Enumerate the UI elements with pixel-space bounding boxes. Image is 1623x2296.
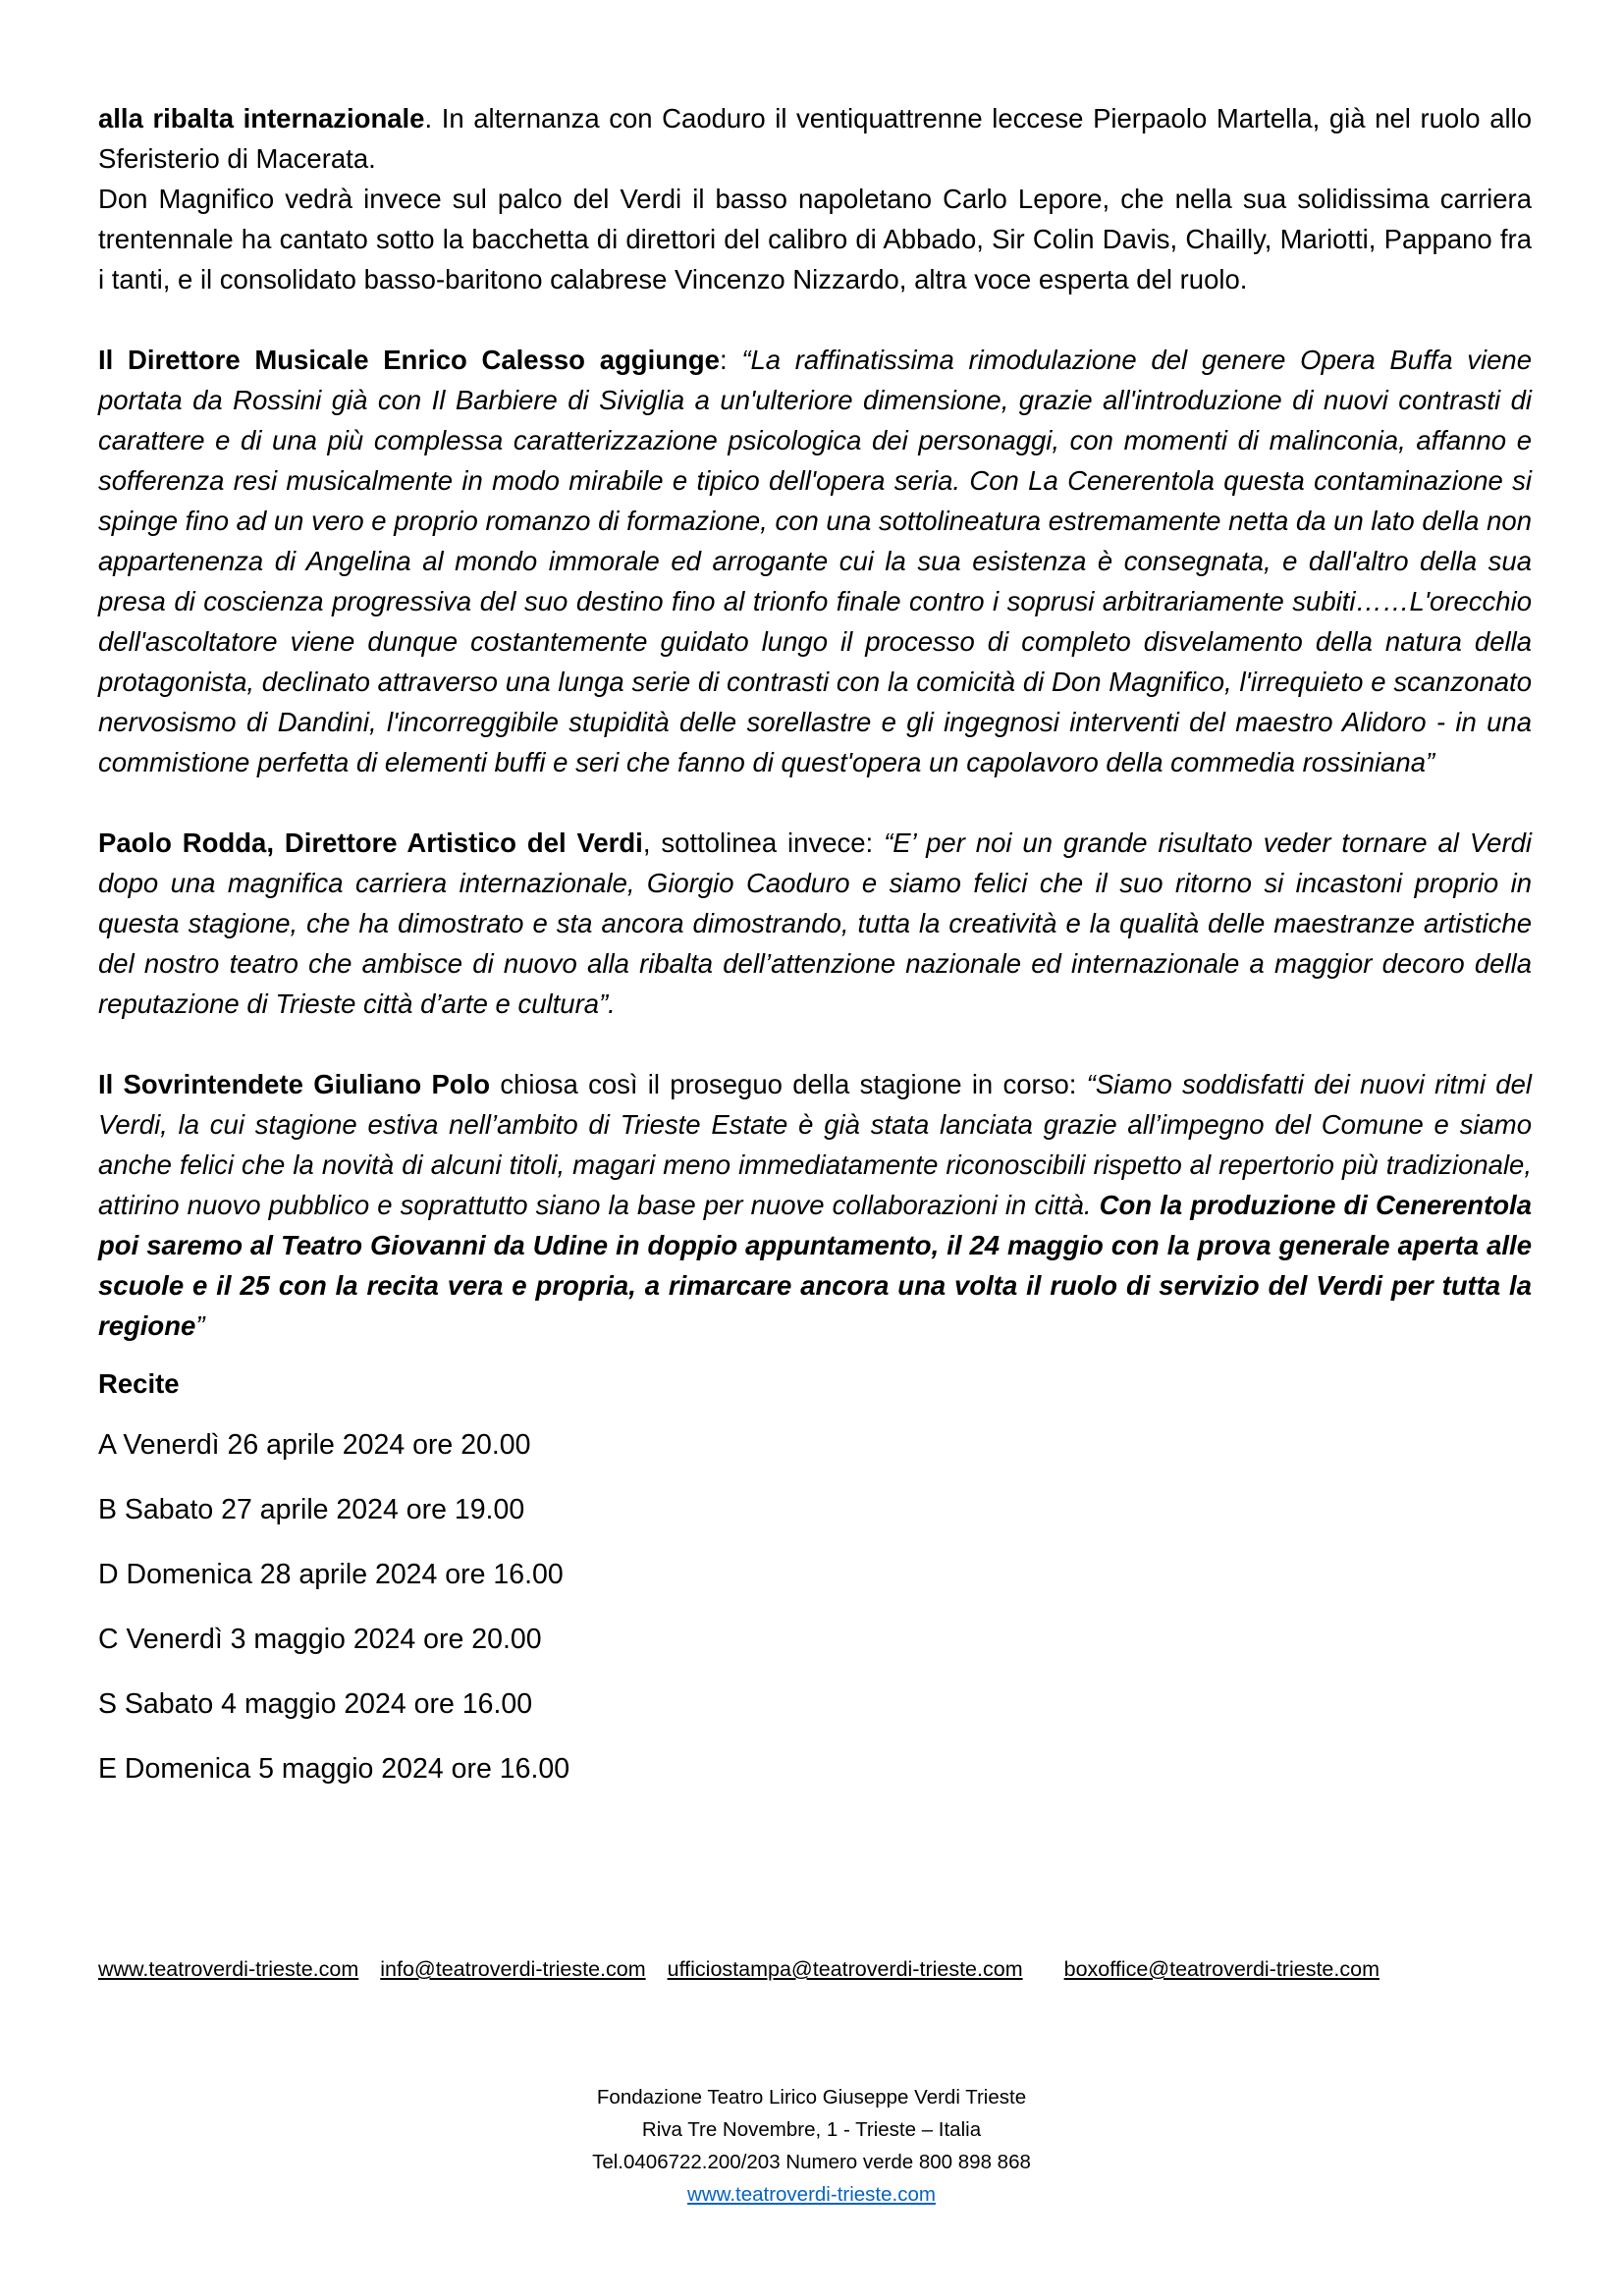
quote-rodda: “E’ per noi un grande risultato veder tornare al Verdi dopo una magnifica carriera internazionale, Giorgio Caoduro e siamo felici che il suo ritorno si incastoni proprio in questa stagione, che ha dimostrato e sta ancora dimostrando, tutta la creatività e la qualità delle maestranze artistiche del nostro teatro che ambisce di nuovo alla ribalta dell’attenzione nazionale ed internazionale a maggior decoro della reputazione di Trieste città d’arte e cultura”. — [98, 828, 1533, 1019]
footer-address: Riva Tre Novembre, 1 - Trieste – Italia — [641, 2118, 982, 2141]
footer-organization: Fondazione Teatro Lirico Giuseppe Verdi Trieste — [596, 2086, 1027, 2109]
recite-heading: Recite — [98, 1368, 180, 1399]
speaker-calesso: Il Direttore Musicale Enrico Calesso aggiunge — [98, 345, 720, 375]
paragraph-text: , sottolinea invece: — [642, 828, 885, 858]
recite-item: A Venerdì 26 aprile 2024 ore 20.00 — [98, 1429, 531, 1461]
recite-item: D Domenica 28 aprile 2024 ore 16.00 — [98, 1559, 564, 1590]
recite-item: B Sabato 27 aprile 2024 ore 19.00 — [98, 1494, 525, 1525]
footer-phone: Tel.0406722.200/203 Numero verde 800 898 868 — [592, 2151, 1031, 2173]
paragraph-spacer — [98, 1024, 1532, 1064]
quote-polo-end: ” — [195, 1310, 205, 1341]
boxoffice-email-link[interactable]: boxoffice@teatroverdi-trieste.com — [1063, 1957, 1380, 1981]
paragraph-spacer — [98, 299, 1532, 340]
press-email-link[interactable]: ufficiostampa@teatroverdi-trieste.com — [667, 1957, 1023, 1981]
paragraph-polo — [98, 1064, 1532, 1346]
bold-lead: alla ribalta internazionale — [98, 103, 425, 133]
quote-polo: “Siamo soddisfatti dei nuovi ritmi del Verdi, la cui stagione estiva nell’ambito di Trieste Estate è già stata lanciata grazie all’impegno del Comune e siamo anche felici che la novità di alcuni titoli, magari meno immediatamente riconoscibili rispetto al repertorio più tradizionale, attirino nuovo pubblico e soprattutto siano la base per nuove collaborazioni in città. — [98, 1069, 1532, 1220]
contact-links — [98, 1957, 1532, 1982]
info-email-link[interactable]: info@teatroverdi-trieste.com — [380, 1957, 646, 1981]
recite-item: E Domenica 5 maggio 2024 ore 16.00 — [98, 1753, 570, 1785]
paragraph-calesso — [98, 340, 1532, 782]
paragraph-spacer — [98, 782, 1532, 823]
quote-polo-bold: Con la produzione di Cenerentola poi saremo al Teatro Giovanni da Udine in doppio appuntamento, il 24 maggio con la prova generale aperta alle scuole e il 25 con la recita vera e propria, a rimarcare ancora una volta il ruolo di servizio del Verdi per tutta la regione — [98, 1190, 1532, 1341]
paragraph-text: chiosa così il proseguo della stagione in corso: — [490, 1069, 1087, 1099]
page-footer — [0, 2081, 1623, 2211]
quote-calesso: “La raffinatissima rimodulazione del genere Opera Buffa viene portata da Rossini già con Il Barbiere di Siviglia a un'ulteriore dimensione, grazie all'introduzione di nuovi contrasti di carattere e di una più complessa caratterizzazione psicologica dei personaggi, con momenti di malinconia, affanno e sofferenza resi musicalmente in modo mirabile e tipico dell'opera seria. Con La Cenerentola questa contaminazione si spinge fino ad un vero e proprio romanzo di formazione, con una sottolineatura estremamente netta da un lato della non appartenenza di Angelina al mondo immorale ed arrogante cui la sua esistenza è consegnata, e dall'altro della sua presa di coscienza progressiva del suo destino fino al trionfo finale contro i soprusi arbitrariamente subiti……L'orecchio dell'ascoltatore viene dunque costantemente guidato lungo il processo di completo disvelamento della natura della protagonista, declinato attraverso una lunga serie di contrasti con la comicità di Don Magnifico, l'irrequieto e scanzonato nervosismo di Dandini, l'incorreggibile stupidità delle sorellastre e gli ingegnosi interventi del maestro Alidoro - in una commistione perfetta di elementi buffi e seri che fanno di quest'opera un capolavoro della commedia rossiniana” — [98, 345, 1533, 777]
website-link[interactable]: www.teatroverdi-trieste.com — [98, 1957, 359, 1981]
recite-item: C Venerdì 3 maggio 2024 ore 20.00 — [98, 1624, 542, 1655]
recite-item: S Sabato 4 maggio 2024 ore 16.00 — [98, 1688, 533, 1720]
speaker-rodda: Paolo Rodda, Direttore Artistico del Verdi — [98, 828, 643, 858]
paragraph-text: Don Magnifico vedrà invece sul palco del Verdi il basso napoletano Carlo Lepore, che nella sua solidissima carriera trentennale ha cantato sotto la bacchetta di direttori del calibro di Abbado, Sir Colin Davis, Chailly, Mariotti, Pappano fra i tanti, e il consolidato basso-baritono calabrese Vincenzo Nizzardo, altra voce esperta del ruolo. — [98, 184, 1532, 294]
speaker-polo: Il Sovrintendete Giuliano Polo — [98, 1069, 491, 1099]
recite-list — [98, 1425, 1532, 1789]
paragraph-cast — [98, 98, 1532, 179]
footer-website-link[interactable]: www.teatroverdi-trieste.com — [687, 2183, 936, 2206]
paragraph-rodda — [98, 823, 1532, 1024]
paragraph-text: . In alternanza con Caoduro il ventiquattrenne leccese Pierpaolo Martella, già nel ruolo allo Sferisterio di Macerata. — [98, 103, 1532, 174]
document-body — [98, 98, 1532, 1814]
separator: : — [719, 345, 742, 375]
paragraph-don-magnifico — [98, 179, 1532, 299]
